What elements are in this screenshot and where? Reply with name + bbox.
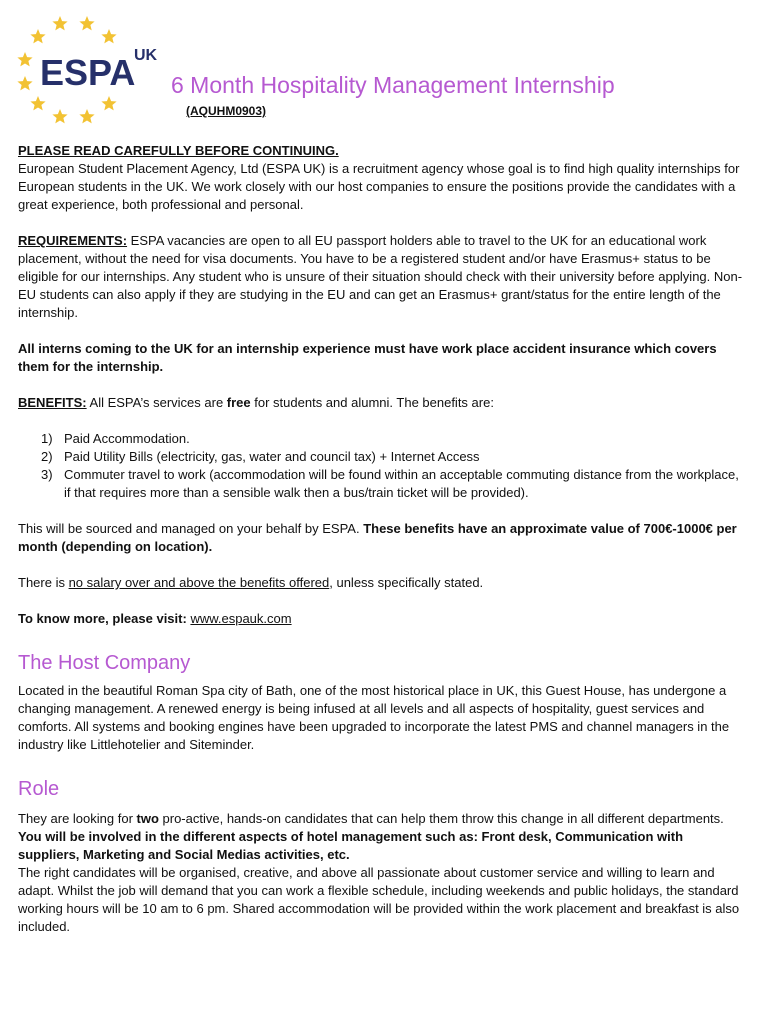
requirements-text: ESPA vacancies are open to all EU passport holders able to travel to the UK for an educational work placement, without the need for visa documents. You have to be a registered student and/or have Erasmus+ status to be eligible for our internships. Any student who is unsure of their situation should check with their university before applying. Non-EU students can also apply if they are studying in the EU and can get an Erasmus+ grant/status for the entire length of the internship.	[18, 233, 743, 320]
salary-note	[18, 574, 746, 592]
list-text: Commuter travel to work (accommodation will be found within an acceptable commuting distance from the workplace, if that requires more than a sensible walk then a bus/train ticket will be provided).	[64, 467, 739, 500]
logo-text: ESPA	[40, 52, 136, 93]
intro-section	[18, 142, 746, 214]
document-title: 6 Month Hospitality Management Internship	[171, 72, 615, 98]
header	[14, 12, 754, 127]
host-company-heading: The Host Company	[18, 652, 191, 674]
list-item	[18, 466, 746, 502]
star-icon	[101, 29, 116, 43]
star-icon	[52, 109, 67, 123]
salary-underlined: no salary over and above the benefits offered	[68, 575, 330, 590]
star-icon	[17, 76, 32, 90]
star-icon	[79, 16, 94, 30]
salary-text-b: , unless specifically stated.	[329, 575, 484, 590]
list-text: Paid Utility Bills (electricity, gas, water and council tax) + Internet Access	[64, 449, 480, 464]
benefits-list	[18, 430, 746, 502]
benefits-free: free	[226, 395, 251, 410]
host-company-text: Located in the beautiful Roman Spa city of Bath, one of the most historical place in UK, this Guest House, has undergone a changing management. A renewed energy is being infused at all levels and all aspects of hospitality, guest services and comforts. All systems and booking engines have been upgraded to incorporate the latest PMS and channel managers in the industry like Littlehotelier and Siteminder.	[18, 683, 730, 752]
website-link[interactable]: www.espauk.com	[190, 611, 292, 626]
document-body	[18, 142, 746, 936]
role-bold-text: You will be involved in the different aspects of hotel management such as: Front desk, Communication with suppliers, Marketing and Social Medias activities, etc.	[18, 829, 684, 862]
benefits-sourced: This will be sourced and managed on your behalf by ESPA.	[18, 521, 364, 536]
star-icon	[52, 16, 67, 30]
benefits-value	[18, 520, 746, 556]
logo-suffix: UK	[134, 47, 158, 64]
requirements-label: REQUIREMENTS:	[18, 233, 128, 248]
benefits-section	[18, 394, 746, 412]
intro-text: European Student Placement Agency, Ltd (ESPA UK) is a recruitment agency whose goal is to find high quality internships for European students in the UK. We work closely with our host companies to ensure the positions provide the candidates with a great experience, both professional and personal.	[18, 161, 740, 212]
benefits-text-b: for students and alumni. The benefits are:	[250, 395, 494, 410]
requirements-section	[18, 232, 746, 322]
list-item	[18, 430, 746, 448]
benefits-text-a: All ESPA’s services are	[86, 395, 227, 410]
list-number: 3)	[41, 467, 53, 482]
list-text: Paid Accommodation.	[64, 431, 190, 446]
star-icon	[30, 29, 45, 43]
visit-line	[18, 610, 746, 628]
star-icon	[79, 109, 94, 123]
intro-heading: PLEASE READ CAREFULLY BEFORE CONTINUING.	[18, 143, 339, 158]
list-number: 1)	[41, 431, 53, 446]
role-heading: Role	[18, 778, 60, 800]
salary-text-a: There is	[18, 575, 69, 590]
role-paragraph	[18, 810, 746, 864]
insurance-note	[18, 340, 746, 376]
insurance-text: All interns coming to the UK for an internship experience must have work place accident insurance which covers them for the internship.	[18, 341, 717, 374]
visit-label: To know more, please visit:	[18, 611, 187, 626]
role-candidates-text: The right candidates will be organised, creative, and above all passionate about customer service and willing to learn and adapt. Whilst the job will demand that you can work a flexible schedule, including weekends and public holidays, the standard working hours will be 10 am to 6 pm. Shared accommodation will be provided within the work placement and breakfast is also included.	[18, 865, 740, 934]
espa-uk-logo	[14, 12, 174, 124]
role-two: two	[136, 811, 159, 826]
list-number: 2)	[41, 449, 53, 464]
list-item	[18, 448, 746, 466]
reference-code: (AQUHM0903)	[186, 104, 267, 118]
benefits-value-text: These benefits have an approximate value of 700€-1000€ per month (depending on location).	[18, 521, 737, 554]
role-text-b: pro-active, hands-on candidates that can help them throw this change in all different departments.	[158, 811, 724, 826]
role-text-a: They are looking for	[18, 811, 137, 826]
star-icon	[30, 96, 45, 110]
star-icon	[101, 96, 116, 110]
star-icon	[17, 52, 32, 66]
benefits-label: BENEFITS:	[18, 395, 87, 410]
